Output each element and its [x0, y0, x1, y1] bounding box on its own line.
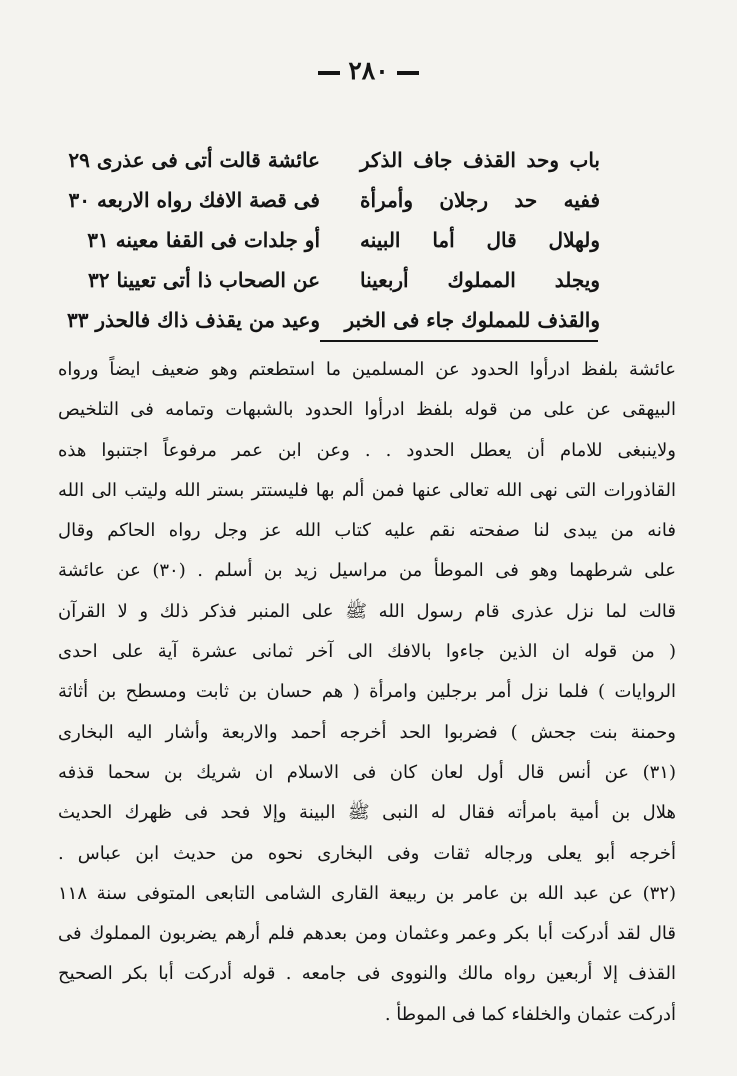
commentary-line: أخرجه أبو يعلى ورجاله ثقات وفى البخارى نحوه من حديث ابن عباس .	[58, 842, 676, 864]
commentary-line: على شرطهما وهو فى الموطأ من مراسيل زيد بن أسلم . (٣٠) عن عائشة	[58, 560, 676, 582]
poem-block	[66, 140, 600, 340]
poem-divider-rule	[320, 340, 598, 342]
commentary-line: قالت لما نزل عذرى قام رسول الله ﷺ على المنبر فذكر ذلك و لا القرآن	[58, 600, 676, 622]
page-number-text: ٢٨٠	[348, 56, 389, 85]
poem-verse: ويجلد المملوك أربعينا	[360, 268, 600, 292]
page-number-dash-left	[318, 71, 340, 75]
commentary-line: أدركت عثمان والخلفاء كما فى الموطأ .	[384, 1003, 676, 1025]
poem-verse: باب وحد القذف جاف الذكر	[360, 148, 600, 172]
commentary-line: هلال بن أمية بامرأته فقال له النبى ﷺ البينة وإلا فحد فى ظهرك الحديث	[58, 802, 676, 824]
poem-verse: ولهلال قال أما البينه	[360, 228, 600, 252]
commentary-line: ( من قوله ان الذين جاءوا بالافك الى آخر ثمانى عشرة آية على احدى	[58, 641, 676, 663]
poem-right-column	[344, 140, 600, 340]
page-number-dash-right	[397, 71, 419, 75]
poem-verse: عن الصحاب ذا أتى تعيينا ٣٢	[88, 268, 320, 292]
poem-verse: ففيه حد رجلان وأمرأة	[360, 188, 600, 212]
commentary-line: (٣٢) عن عبد الله بن عامر بن ربيعة القارى الشامى التابعى المتوفى سنة ١١٨	[58, 882, 676, 904]
commentary-line: وحمنة بنت جحش ) فضربوا الحد أخرجه أحمد والاربعة وأشار اليه البخارى	[58, 721, 676, 743]
commentary-line: القذف إلا أربعين رواه مالك والنووى فى جامعه . قوله أدركت أبا بكر الصحيح	[58, 963, 676, 985]
poem-left-column	[66, 140, 320, 340]
poem-verse: وعيد من يقذف ذاك فالحذر ٣٣	[66, 308, 320, 332]
commentary-line: فانه من يبدى لنا صفحته نقم عليه كتاب الله عز وجل رواه الحاكم وقال	[58, 520, 676, 542]
commentary-line: (٣١) عن أنس قال أول لعان كان فى الاسلام ان شريك بن سحما قذفه	[58, 761, 676, 783]
page-number	[0, 56, 737, 85]
poem-verse: والقذف للمملوك جاء فى الخبر	[344, 308, 600, 332]
poem-verse: فى قصة الافك رواه الاربعه ٣٠	[68, 188, 320, 212]
poem-verse: عائشة قالت أتى فى عذرى ٢٩	[68, 148, 320, 172]
commentary-line: القاذورات التى نهى الله تعالى عنها فمن ألم بها فليستتر بستر الله وليتب الى الله	[58, 479, 676, 501]
commentary-line: الروايات ) فلما نزل أمر برجلين وامرأة ( هم حسان بن ثابت ومسطح بن أثاثة	[58, 681, 676, 703]
commentary-text	[58, 350, 676, 1035]
commentary-line: قال لقد أدركت أبا بكر وعمر وعثمان ومن بعدهم فلم أرهم يضربون المملوك فى	[58, 923, 676, 945]
commentary-line: عائشة بلفظ ادرأوا الحدود عن المسلمين ما استطعتم وهو ضعيف ايضاً ورواه	[58, 359, 676, 380]
commentary-line: البيهقى عن على من قوله بلفظ ادرأوا الحدود بالشبهات وتمامه فى التلخيص	[58, 399, 676, 421]
poem-verse: أو جلدات فى القفا معينه ٣١	[87, 228, 320, 252]
commentary-line: ولاينبغى للامام أن يعطل الحدود . . وعن ابن عمر مرفوعاً اجتنبوا هذه	[58, 439, 676, 461]
